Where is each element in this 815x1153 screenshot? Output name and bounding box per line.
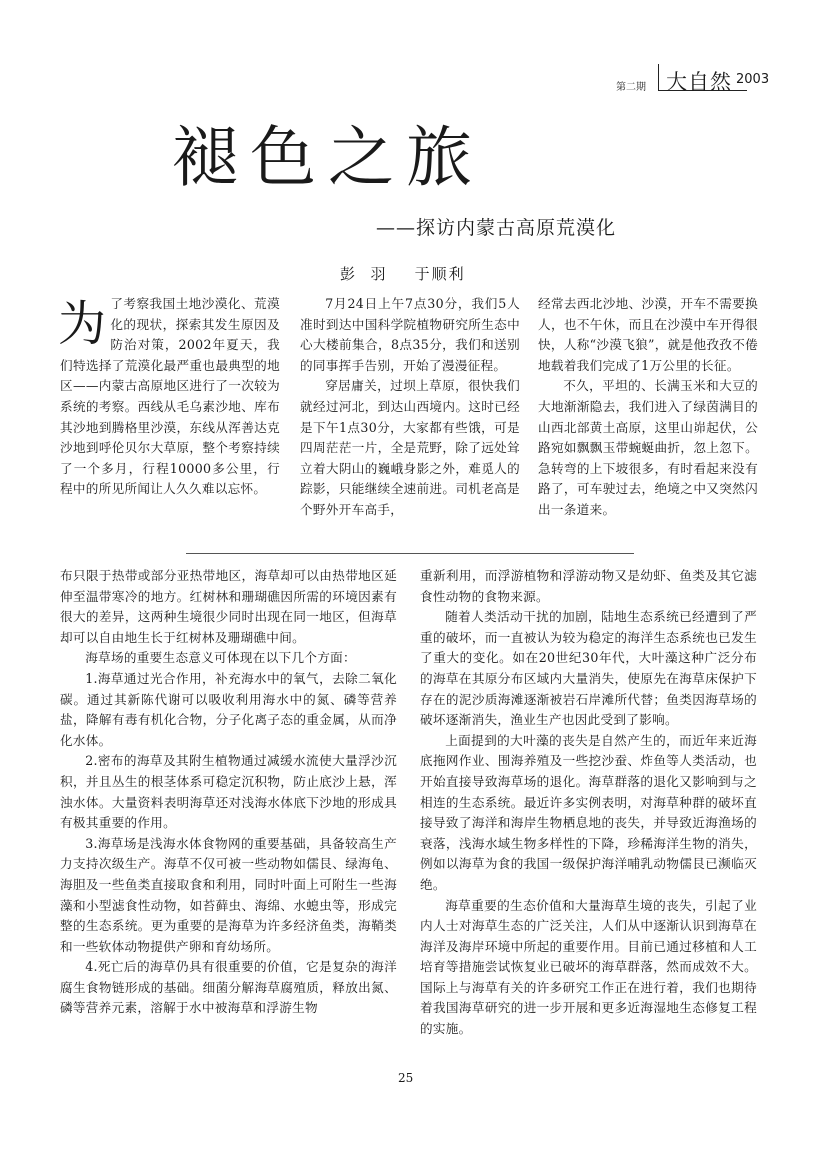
body-column-right — [420, 566, 757, 1040]
masthead — [614, 64, 770, 98]
intro-paragraph: 经常去西北沙地、沙漠，开车不需要换人，也不午休，而且在沙漠中车开得很快，人称“沙漠飞狼”，就是他孜孜不倦地载着我们完成了1万公里的长征。 — [538, 296, 758, 373]
intro-text: 了考察我国土地沙漠化、荒漠化的现状，探索其发生原因及防治对策，2002年夏天，我们特选择了荒漠化最严重也最典型的地区——内蒙古高原地区进行了一次较为系统的考察。西线从毛乌素沙地、库布其沙地到腾格里沙漠，东线从浑善达克沙地到呼伦贝尔大草原，整个考察持续了一个多月，行程10000多公里，行程中的所见所闻让人久久难以忘怀。 — [60, 296, 280, 497]
body-paragraph: 布只限于热带或部分亚热带地区，海草却可以由热带地区延伸至温带寒冷的地方。红树林和珊瑚礁因所需的环境因素有很大的差异，这两种生境很少同时出现在同一地区，但海草却可以自由地生长于红树林及珊瑚礁中间。 — [60, 568, 397, 645]
intro-column-3 — [538, 294, 758, 521]
drop-cap: 为 — [58, 296, 107, 352]
intro-column-2 — [300, 294, 520, 521]
intro-paragraph — [60, 294, 280, 500]
body-paragraph: 上面提到的大叶藻的丧失是自然产生的，而近年来近海底拖网作业、围海养殖及一些挖沙蚕、炸鱼等人类活动，也开始直接导致海草场的退化。海草群落的退化又影响到与之相连的生态系统。最近许多实例表明，对海草种群的破坏直接导致了海洋和海岸生物栖息地的丧失，并导致近海渔场的衰落，浅海水域生物多样性的下降，珍稀海洋生物的消失，例如以海草为食的我国一级保护海洋哺乳动物儒艮已濒临灭绝。 — [420, 732, 757, 892]
intro-paragraph: 7月24日上午7点30分，我们5人准时到达中国科学院植物研究所生态中心大楼前集合，8点35分，我们和送别的同事挥手告别，开始了漫漫征程。 — [300, 296, 520, 373]
masthead-title: 大自然 — [666, 70, 732, 94]
article-subtitle: ——探访内蒙古高原荒漠化 — [376, 217, 617, 239]
page-number: 25 — [398, 1071, 414, 1085]
section-divider — [186, 553, 634, 554]
body-column-left — [60, 566, 397, 1019]
body-paragraph: 海草重要的生态价值和大量海草生境的丧失，引起了业内人士对海草生态的广泛关注，人们从中逐渐认识到海草在海洋及海岸环境中所起的重要作用。目前已通过移植和人工培育等措施尝试恢复业已破坏的海草群落，然而成效不大。国际上与海草有关的许多研究工作正在进行着，我们也期待着我国海草研究的进一步开展和更多近海湿地生态修复工程的实施。 — [420, 897, 757, 1037]
body-paragraph: 重新利用，而浮游植物和浮游动物又是幼虾、鱼类及其它滤食性动物的食物来源。 — [420, 568, 757, 604]
intro-column-1 — [60, 294, 280, 500]
intro-paragraph: 不久，平坦的、长满玉米和大豆的大地渐渐隐去，我们进入了绿茵满目的山西北部黄土高原，这里山峁起伏，公路宛如飘飘玉带蜿蜒曲折，忽上忽下。急转弯的上下坡很多，有时看起来没有路了，可车驶过去，绝境之中又突然闪出一条道来。 — [538, 378, 758, 517]
body-paragraph: 海草场的重要生态意义可体现在以下几个方面： — [85, 650, 356, 666]
body-paragraph: 随着人类活动干扰的加剧，陆地生态系统已经遭到了严重的破坏，而一直被认为较为稳定的海洋生态系统也已发生了重大的变化。如在20世纪30年代，大叶藻这种广泛分布的海草在其原分布区域内大量消失，使原先在海草床保护下存在的泥沙质海滩逐渐被岩石岸滩所代替；鱼类因海草场的破坏逐渐消失，渔业生产也因此受到了影响。 — [420, 609, 757, 728]
intro-paragraph: 穿居庸关，过坝上草原，很快我们就经过河北，到达山西境内。这时已经是下午1点30分，大家都有些饿，可是四周茫茫一片，全是荒野，除了远处耸立着大阴山的巍峨身影之外，难觅人的踪影，只能继续全速前进。司机老高是个野外开车高手， — [300, 378, 520, 517]
body-paragraph: 4.死亡后的海草仍具有很重要的价值，它是复杂的海洋腐生食物链形成的基础。细菌分解海草腐殖质，释放出氮、磷等营养元素，溶解于水中被海草和浮游生物 — [60, 959, 397, 1016]
article-title: 褪色之旅 — [172, 119, 484, 196]
body-paragraph: 3.海草场是浅海水体食物网的重要基础，具备较高生产力支持次级生产。海草不仅可被一些动物如儒艮、绿海龟、海胆及一些鱼类直接取食和利用，同时叶面上可附生一些海藻和小型滤食性动物，如苔藓虫、海绵、水螅虫等，形成完整的生态系统。更为重要的是海草为许多经济鱼类，海鞘类和一些软体动物提供产卵和育幼场所。 — [60, 835, 397, 954]
article-authors: 彭 羽 于顺利 — [340, 265, 466, 283]
masthead-year: 2003 — [736, 72, 770, 87]
body-paragraph: 2.密布的海草及其附生植物通过减缓水流使大量浮沙沉积，并且丛生的根茎体系可稳定沉积物，防止底沙上悬，浑浊水体。大量资料表明海草还对浅海水体底下沙地的形成具有极其重要的作用。 — [60, 753, 397, 831]
masthead-issue: 第二期 — [616, 82, 646, 93]
body-paragraph: 1.海草通过光合作用，补充海水中的氧气，去除二氧化碳。通过其新陈代谢可以吸收利用海水中的氮、磷等营养盐，降解有毒有机化合物，分子化离子态的重金属，从而净化水体。 — [60, 670, 397, 748]
